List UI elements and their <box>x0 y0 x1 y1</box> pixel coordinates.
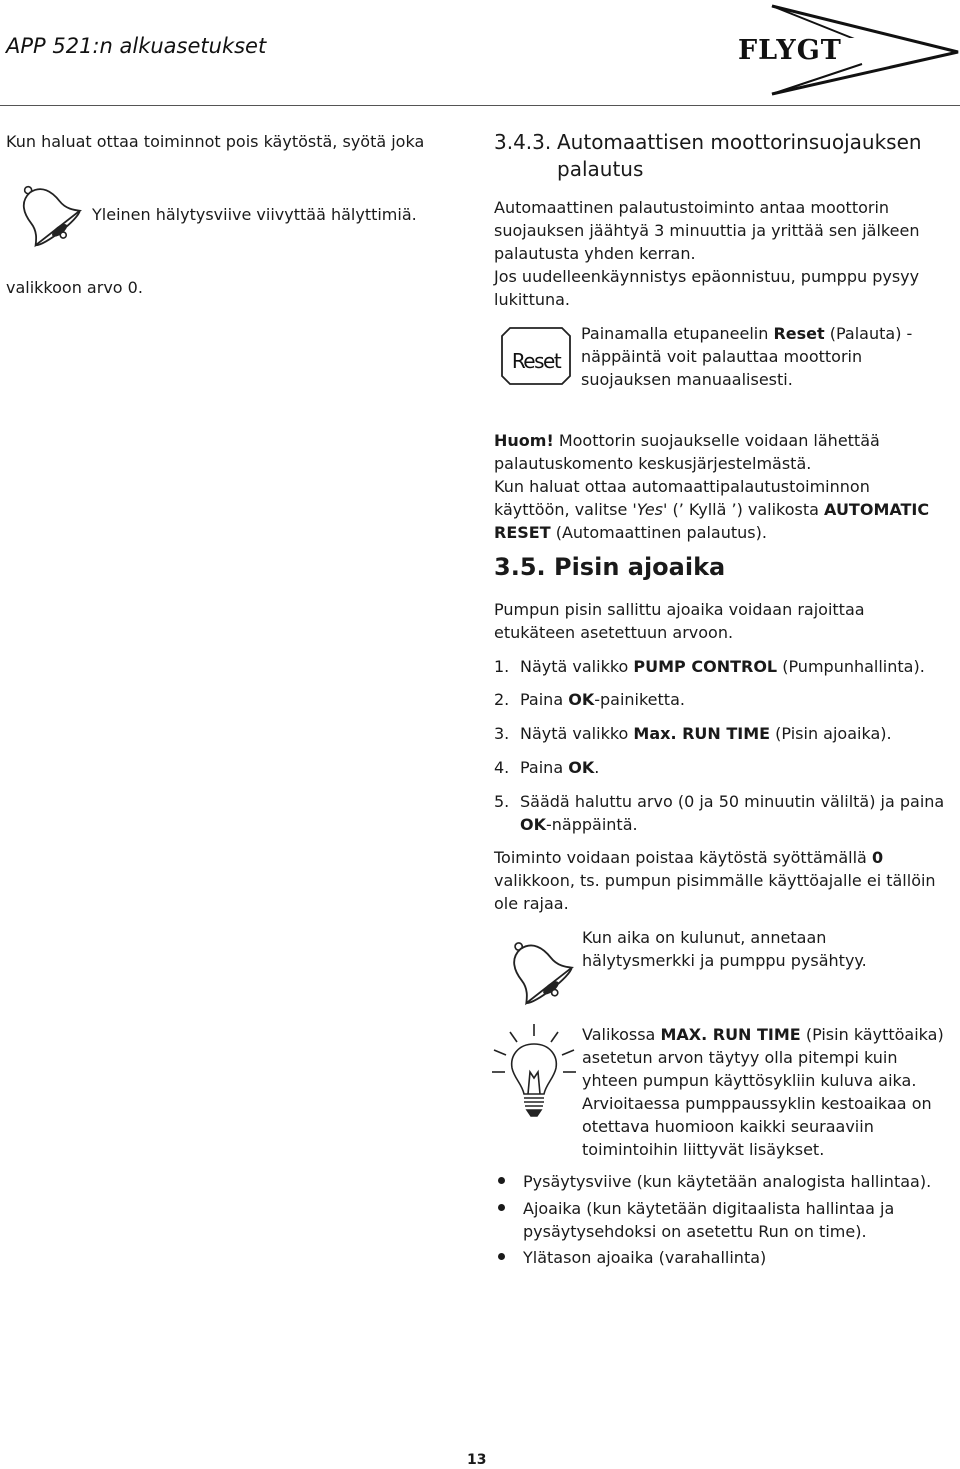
kun-line-3-bold: RESET <box>494 523 551 542</box>
bell-icon <box>500 934 574 1006</box>
section-343-heading-line-2: palautus <box>557 157 644 181</box>
reset-note-bold: Reset <box>773 324 825 343</box>
left-line-1: Kun haluat ottaa toiminnot pois käytöstä, syötä joka <box>6 132 425 151</box>
bell-caption: Yleinen hälytysviive viivyttää hälyttimiä. <box>92 205 417 224</box>
kun-line-2a: käyttöön, valitse ' <box>494 500 637 519</box>
bullet-dot <box>498 1177 505 1184</box>
step-post: (Pisin ajoaika). <box>770 724 892 743</box>
logo-text: FLYGT <box>738 35 842 66</box>
tip-line: otettava huomioon kaikki seuraaviin <box>582 1117 874 1136</box>
step-3 <box>494 722 892 745</box>
para-line: suojauksen jäähtyä 3 minuuttia ja yrittää sen jälkeen <box>494 221 920 240</box>
reset-note-post: (Palauta) - <box>824 324 913 343</box>
disable-line-1-pre: Toiminto voidaan poistaa käytöstä syöttämällä <box>494 848 872 867</box>
left-line-3: valikkoon arvo 0. <box>6 278 143 297</box>
step-pre: Näytä valikko <box>520 657 634 676</box>
tip-paragraph <box>582 1023 944 1161</box>
step-bold: OK <box>568 758 595 777</box>
step-5-post: -näppäintä. <box>546 815 638 834</box>
bell-note <box>582 926 867 972</box>
kun-line-2-bold: AUTOMATIC <box>824 500 930 519</box>
tip-line: asetetun arvon täytyy olla pitempi kuin <box>582 1048 898 1067</box>
kun-line-2b: ' (’ Kyllä ’) valikosta <box>663 500 825 519</box>
reset-note-line-2: näppäintä voit palauttaa moottorin <box>581 347 863 366</box>
tip-line: toimintoihin liittyvät lisäykset. <box>582 1140 825 1159</box>
intro-line-2: etukäteen asetettuun arvoon. <box>494 623 734 642</box>
tip-line: yhteen pumpun käyttösykliin kuluva aika. <box>582 1071 917 1090</box>
huom-bold: Huom! <box>494 431 554 450</box>
step-5 <box>494 790 945 834</box>
disable-line-2: valikkoon, ts. pumpun pisimmälle käyttöajalle ei tällöin <box>494 871 936 890</box>
tip-line-1-post: (Pisin käyttöaika) <box>800 1025 944 1044</box>
para-line: Jos uudelleenkäynnistys epäonnistuu, pumppu pysyy <box>494 267 920 286</box>
reset-note <box>581 322 912 391</box>
step-post: (Pumpunhallinta). <box>777 657 925 676</box>
huom-paragraph <box>494 429 929 544</box>
header-divider <box>0 105 960 106</box>
step-number: 5. <box>494 792 510 811</box>
section-35-heading: 3.5. Pisin ajoaika <box>494 553 726 581</box>
step-pre: Paina <box>520 758 569 777</box>
reset-button-icon <box>500 326 572 386</box>
bell-icon <box>10 178 82 248</box>
step-number: 2. <box>494 690 510 709</box>
huom-rest: Moottorin suojaukselle voidaan lähettää <box>553 431 880 450</box>
para-line: Automaattinen palautustoiminto antaa moottorin <box>494 198 890 217</box>
step-post: . <box>594 758 600 777</box>
step-pre: Näytä valikko <box>520 724 634 743</box>
lightbulb-icon <box>490 1022 578 1122</box>
step-4 <box>494 756 600 779</box>
section-35-intro <box>494 598 865 644</box>
bullet-item-1: Pysäytysviive (kun käytetään analogista hallintaa). <box>523 1172 932 1191</box>
step-bold: PUMP CONTROL <box>633 657 778 676</box>
intro-line-1: Pumpun pisin sallittu ajoaika voidaan rajoittaa <box>494 600 865 619</box>
bullet-item-2-line-1: Ajoaika (kun käytetään digitaalista hallintaa ja <box>523 1199 895 1218</box>
step-1 <box>494 655 925 678</box>
step-number: 3. <box>494 724 510 743</box>
kun-line-3-rest: (Automaattinen palautus). <box>550 523 767 542</box>
disable-paragraph <box>494 846 936 915</box>
reset-note-line-3: suojauksen manuaalisesti. <box>581 370 793 389</box>
section-343-heading-line-1: Automaattisen moottorinsuojauksen <box>557 130 922 154</box>
reset-note-pre: Painamalla etupaneelin <box>581 324 774 343</box>
disable-line-3: ole rajaa. <box>494 894 569 913</box>
step-number: 1. <box>494 657 510 676</box>
step-5-ok: OK <box>520 815 546 834</box>
tip-line-1-pre: Valikossa <box>582 1025 661 1044</box>
step-number: 4. <box>494 758 510 777</box>
step-pre: Paina <box>520 690 569 709</box>
step-pre: Säädä haluttu arvo (0 ja 50 minuutin väliltä) ja paina <box>520 792 945 811</box>
bullet-item-3: Ylätason ajoaika (varahallinta) <box>523 1248 767 1267</box>
bullet-item-2 <box>523 1197 894 1243</box>
tip-line-1-bold: MAX. RUN TIME <box>660 1025 801 1044</box>
bullet-item-2-line-2: pysäytysehdoksi on asetettu Run on time). <box>523 1222 867 1241</box>
reset-icon-label: Reset <box>511 349 561 373</box>
huom-line-2: palautuskomento keskusjärjestelmästä. <box>494 454 812 473</box>
bell-note-line-1: Kun aika on kulunut, annetaan <box>582 928 827 947</box>
para-line: lukittuna. <box>494 290 571 309</box>
step-post: -painiketta. <box>594 690 685 709</box>
tip-line: Arvioitaessa pumppaussyklin kestoaikaa on <box>582 1094 932 1113</box>
flygt-logo <box>732 2 960 96</box>
page-title: APP 521:n alkuasetukset <box>6 34 267 58</box>
bell-note-line-2: hälytysmerkki ja pumppu pysähtyy. <box>582 951 867 970</box>
kun-line-1: Kun haluat ottaa automaattipalautustoiminnon <box>494 477 870 496</box>
page-number: 13 <box>467 1452 487 1468</box>
step-2 <box>494 688 685 711</box>
disable-line-1-bold: 0 <box>871 848 884 867</box>
section-343-paragraph <box>494 196 919 311</box>
bullet-dot <box>498 1204 505 1211</box>
para-line: palautusta yhden kerran. <box>494 244 696 263</box>
kun-yes: Yes <box>636 500 663 519</box>
section-343-number: 3.4.3. <box>494 130 552 154</box>
step-bold: Max. RUN TIME <box>633 724 771 743</box>
bullet-dot <box>498 1253 505 1260</box>
step-bold: OK <box>568 690 595 709</box>
